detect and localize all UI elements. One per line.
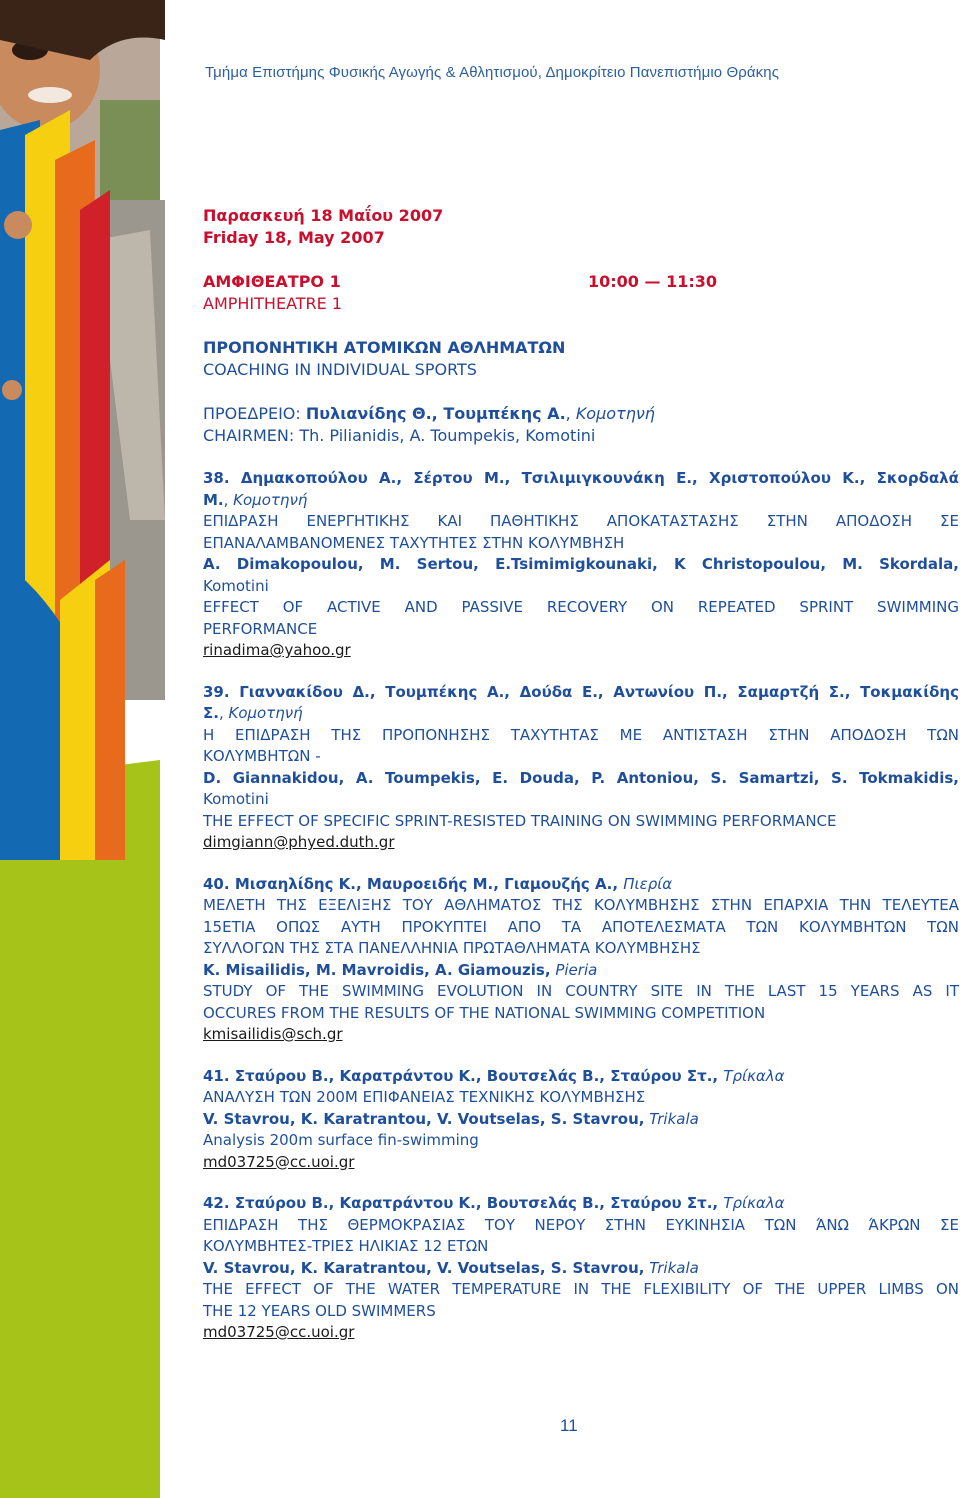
- abstract-authors-english: A. Dimakopoulou, M. Sertou, E.Tsimimigkounaki, K Christopoulou, M. Skordala,: [203, 555, 959, 573]
- chairs-greek-label: ΠΡΟΕΔΡΕΙΟ:: [203, 404, 306, 423]
- session-room-row: [203, 271, 959, 293]
- page-number: 11: [560, 1416, 578, 1435]
- chairs-greek-names: Πυλιανίδης Θ., Τουμπέκης Α.: [305, 404, 566, 423]
- abstract-email-link[interactable]: dimgiann@phyed.duth.gr: [203, 833, 395, 851]
- session-time: 10:00 — 11:30: [588, 272, 717, 291]
- chairs-greek-city: Κομοτηνή: [575, 404, 655, 423]
- abstract-authors-english: D. Giannakidou, A. Toumpekis, E. Douda, P. Antoniou, S. Samartzi, S. Tokmakidis,: [203, 768, 959, 787]
- abstract-title-greek-cont2: ΣΥΛΛΟΓΩΝ ΤΗΣ ΣΤΑ ΠΑΝΕΛΛΗΝΙΑ ΠΡΩΤΑΘΛΗΜΑΤΑ ΚΟΛΥΜΒΗΣΗΣ: [203, 939, 701, 957]
- abstract-title-english: THE EFFECT OF SPECIFIC SPRINT-RESISTED TRAINING ON SWIMMING PERFORMANCE: [203, 811, 837, 830]
- abstract-city-english: Komotini: [203, 790, 269, 808]
- abstract-email-link[interactable]: kmisailidis@sch.gr: [203, 1025, 343, 1043]
- abstract-title-greek: ΕΠΙΔΡΑΣΗ ΤΗΣ ΘΕΡΜΟΚΡΑΣΙΑΣ ΤΟΥ ΝΕΡΟΥ ΣΤΗΝ ΕΥΚΙΝΗΣΙΑ ΤΩΝ ΆΝΩ ΆΚΡΩΝ ΣΕ: [203, 1215, 959, 1234]
- abstract-title-greek: ΕΠΙΔΡΑΣΗ ΕΝΕΡΓΗΤΙΚΗΣ ΚΑΙ ΠΑΘΗΤΙΚΗΣ ΑΠΟΚΑΤΑΣΤΑΣΗΣ ΣΤΗΝ ΑΠΟΔΟΣΗ ΣΕ: [203, 512, 959, 530]
- abstract-email-link[interactable]: md03725@cc.uoi.gr: [203, 1323, 355, 1341]
- abstract-title-english: THE EFFECT OF THE WATER TEMPERATURE IN THE FLEXIBILITY OF THE UPPER LIMBS ON: [203, 1280, 959, 1298]
- abstract-authors-english: K. Misailidis, M. Mavroidis, A. Giamouzis, Pieria: [203, 960, 598, 979]
- abstract-authors-greek: 42. Σταύρου Β., Καρατράντου Κ., Βουτσελάς Β., Σταύρου Στ., Τρίκαλα: [203, 1194, 785, 1212]
- abstract-38: [203, 468, 959, 662]
- abstract-title-greek-cont: ΕΠΑΝΑΛΑΜΒΑΝΟΜΕΝΕΣ ΤΑΧΥΤΗΤΕΣ ΣΤΗΝ ΚΟΛΥΜΒΗΣΗ: [203, 533, 625, 552]
- session-room-greek: ΑΜΦΙΘΕΑΤΡΟ 1: [203, 272, 341, 291]
- abstract-title-greek: Η ΕΠΙΔΡΑΣΗ ΤΗΣ ΠΡΟΠΟΝΗΣΗΣ ΤΑΧΥΤΗΤΑΣ ΜΕ ΑΝΤΙΣΤΑΣΗ ΣΤΗΝ ΑΠΟΔΟΣΗ ΤΩΝ: [203, 725, 959, 744]
- abstract-title-english: EFFECT OF ACTIVE AND PASSIVE RECOVERY ON REPEATED SPRINT SWIMMING: [203, 598, 959, 616]
- abstract-title-greek: ΜΕΛΕΤΗ ΤΗΣ ΕΞΕΛΙΞΗΣ ΤΟΥ ΑΘΛΗΜΑΤΟΣ ΤΗΣ ΚΟΛΥΜΒΗΣΗΣ ΣΤΗΝ ΕΠΑΡΧΙΑ ΤΗΝ ΤΕΛΕΥΤΕΑ: [203, 896, 959, 914]
- abstract-title-english: STUDY OF THE SWIMMING EVOLUTION IN COUNTRY SITE IN THE LAST 15 YEARS AS IT: [203, 982, 959, 1000]
- abstract-email-link[interactable]: md03725@cc.uoi.gr: [203, 1152, 355, 1171]
- page-header: Τμήμα Επιστήμης Φυσικής Αγωγής & Αθλητισμού, Δημοκρίτειο Πανεπιστήμιο Θράκης: [205, 64, 780, 81]
- session-date-english: Friday 18, May 2007: [203, 228, 385, 247]
- chairs-english: CHAIRMEN: Th. Pilianidis, A. Toumpekis, Komotini: [203, 426, 596, 445]
- abstract-42: [203, 1193, 959, 1344]
- session-date-greek: Παρασκευή 18 Μαΐου 2007: [203, 206, 444, 225]
- chairs-greek: ΠΡΟΕΔΡΕΙΟ: Πυλιανίδης Θ., Τουμπέκης Α., Κομοτηνή: [203, 404, 655, 423]
- abstract-authors-greek: 39. Γιαννακίδου Δ., Τουμπέκης Α., Δούδα Ε., Αντωνίου Π., Σαμαρτζή Σ., Τοκμακίδης: [203, 682, 959, 701]
- abstract-41: [203, 1066, 959, 1174]
- session-room-english: AMPHITHEATRE 1: [203, 294, 343, 313]
- abstract-title-greek-cont: 15ΕΤΙΑ ΟΠΩΣ ΑΥΤΗ ΠΡΟΚΥΠΤΕΙ ΑΠΟ ΤΑ ΑΠΟΤΕΛΕΣΜΑΤΑ ΤΩΝ ΚΟΛΥΜΒΗΤΩΝ ΤΩΝ: [203, 917, 959, 936]
- abstract-title-english-cont: THE 12 YEARS OLD SWIMMERS: [203, 1301, 436, 1320]
- abstract-title-greek-cont: ΚΟΛΥΜΒΗΤΩΝ -: [203, 747, 321, 765]
- chairs-english-label: CHAIRMEN:: [203, 426, 300, 445]
- abstract-authors-greek-cont: Σ., Κομοτηνή: [203, 704, 303, 722]
- abstract-title-english: Analysis 200m surface fin-swimming: [203, 1131, 479, 1149]
- chairs-english-names: Th. Pilianidis, A. Toumpekis: [299, 426, 516, 445]
- abstract-title-english-cont: OCCURES FROM THE RESULTS OF THE NATIONAL SWIMMING COMPETITION: [203, 1003, 766, 1022]
- abstract-authors-english: V. Stavrou, K. Karatrantou, V. Voutselas, S. Stavrou, Trikala: [203, 1258, 699, 1277]
- abstract-title-greek-cont: ΚΟΛΥΜΒΗΤΕΣ-ΤΡΙΕΣ ΗΛΙΚΙΑΣ 12 ΕΤΩΝ: [203, 1237, 489, 1255]
- abstract-39: [203, 682, 959, 854]
- abstract-40: [203, 874, 959, 1046]
- abstract-authors-greek: 40. Μισαηλίδης Κ., Μαυροειδής Μ., Γιαμουζής Α., Πιερία: [203, 874, 673, 893]
- abstract-authors-english: V. Stavrou, K. Karatrantou, V. Voutselas, S. Stavrou, Trikala: [203, 1109, 699, 1128]
- abstract-title-english-cont: PERFORMANCE: [203, 619, 318, 638]
- abstract-city-english: Komotini: [203, 576, 269, 595]
- abstract-authors-greek: 41. Σταύρου Β., Καρατράντου Κ., Βουτσελάς Β., Σταύρου Στ., Τρίκαλα: [203, 1066, 785, 1085]
- decorative-photo-band: [0, 0, 165, 1498]
- color-stripes-graphic: [0, 0, 165, 1498]
- session-topic-greek: ΠΡΟΠΟΝΗΤΙΚΗ ΑΤΟΜΙΚΩΝ ΑΘΛΗΜΑΤΩΝ: [203, 338, 566, 357]
- chairs-english-city: Komotini: [525, 426, 596, 445]
- abstract-title-greek: ΑΝΑΛΥΣΗ ΤΩΝ 200Μ ΕΠΙΦΑΝΕΙΑΣ ΤΕΧΝΙΚΗΣ ΚΟΛΥΜΒΗΣΗΣ: [203, 1088, 646, 1106]
- session-topic-english: COACHING IN INDIVIDUAL SPORTS: [203, 360, 477, 379]
- page-content: [203, 205, 959, 1364]
- abstract-authors-greek-cont: Μ., Κομοτηνή: [203, 490, 308, 509]
- abstract-authors-greek: 38. Δημακοπούλου Α., Σέρτου Μ., Τσιλιμιγκουνάκη Ε., Χριστοπούλου Κ., Σκορδαλά: [203, 469, 959, 487]
- abstract-email-link[interactable]: rinadima@yahoo.gr: [203, 641, 351, 659]
